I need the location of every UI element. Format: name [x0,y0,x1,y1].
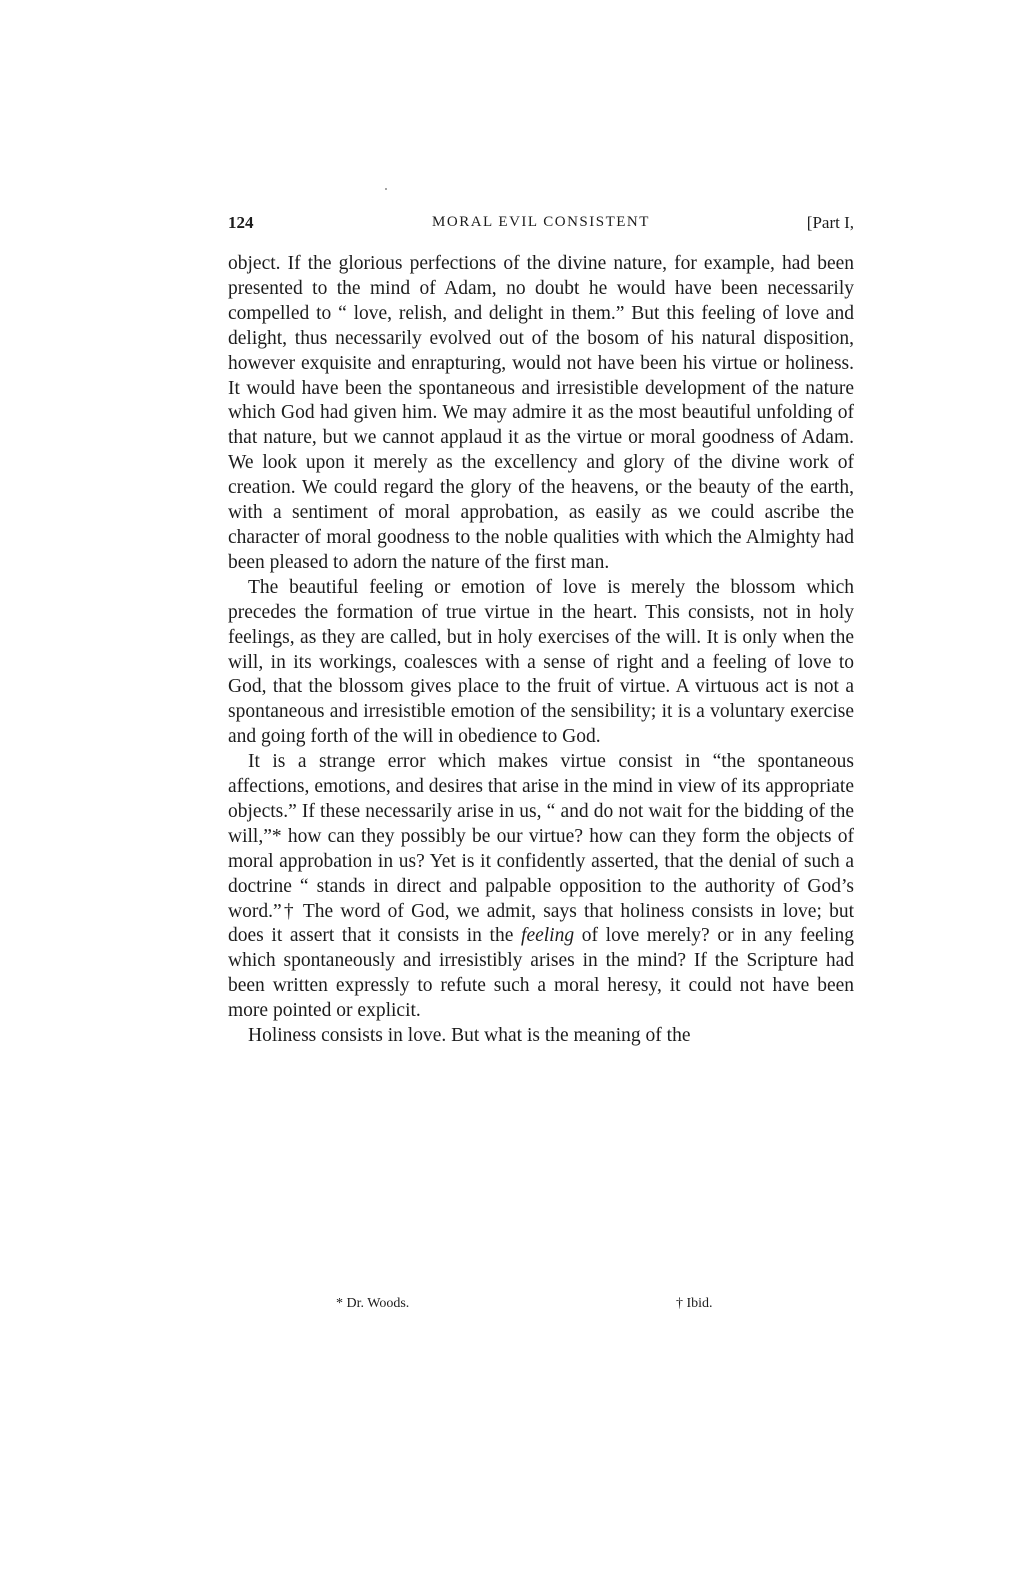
emphasized-word: feeling [521,925,575,947]
running-title: MORAL EVIL CONSISTENT [432,214,650,230]
paragraph-1: object. If the glorious perfections of the divine nature, for example, had been presented to the mind of Adam, no doubt he would have been necessarily compelled to “ love, relish, and delight in them.” But this feeling of love and delight, thus necessarily evolved out of the bosom of his natural disposition, however exquisite and enrapturing, would not have been his virtue or holiness. It would have been the spontaneous and irresistible development of the nature which God had given him. We may admire it as the most beautiful unfolding of that nature, but we cannot applaud it as the virtue or moral goodness of Adam. We look upon it merely as the excellency and glory of the divine work of creation. We could regard the glory of the heavens, or the beauty of the earth, with a sentiment of moral approbation, as easily as we could ascribe the character of moral goodness to the noble qualities with which the Almighty had been pleased to adorn the nature of the first man. [228,253,854,573]
paragraph-4: Holiness consists in love. But what is the meaning of the [248,1025,691,1047]
paragraph-3-part-2: of love merely? or in any feeling which spontaneously and irresistibly arises in the mind? If the Scripture had been written expressly to refute such a moral heresy, it could not have been more pointed or explicit. [228,925,854,1022]
body-text [228,252,854,1049]
footnote-1: * Dr. Woods. [336,1296,410,1311]
paragraph-3 [228,750,854,1024]
paragraph-3-part-1: It is a strange error which makes virtue consist in “the spontaneous affections, emotions, and desires that arise in the mind in view of its appropriate objects.” If these necessarily arise in us, “ and do not wait for the bidding of the will,”* how can they possibly be our virtue? how can they form the objects of moral approbation in us? Yet is it confidently asserted, that the denial of such a doctrine “ stands in direct and palpable opposition to the authority of God’s word.”† The word of God, we admit, says that holiness consists in love; but does it assert that it consists in the [228,751,854,947]
footnote-2: † Ibid. [676,1296,713,1311]
page-number: 124 [228,213,254,232]
ink-speck [385,188,387,190]
paragraph-2: The beautiful feeling or emotion of love is merely the blossom which precedes the formation of true virtue in the heart. This consists, not in holy feelings, as they are called, but in holy exercises of the will. It is only when the will, in its workings, coalesces with a sense of right and a feeling of love to God, that the blossom gives place to the fruit of virtue. A virtuous act is not a spontaneous and irresistible emotion of the sensibility; it is a voluntary exercise and going forth of the will in obedience to God. [228,576,854,748]
part-label: [Part I, [806,213,854,232]
footnotes [228,1296,854,1318]
running-head [228,213,854,239]
